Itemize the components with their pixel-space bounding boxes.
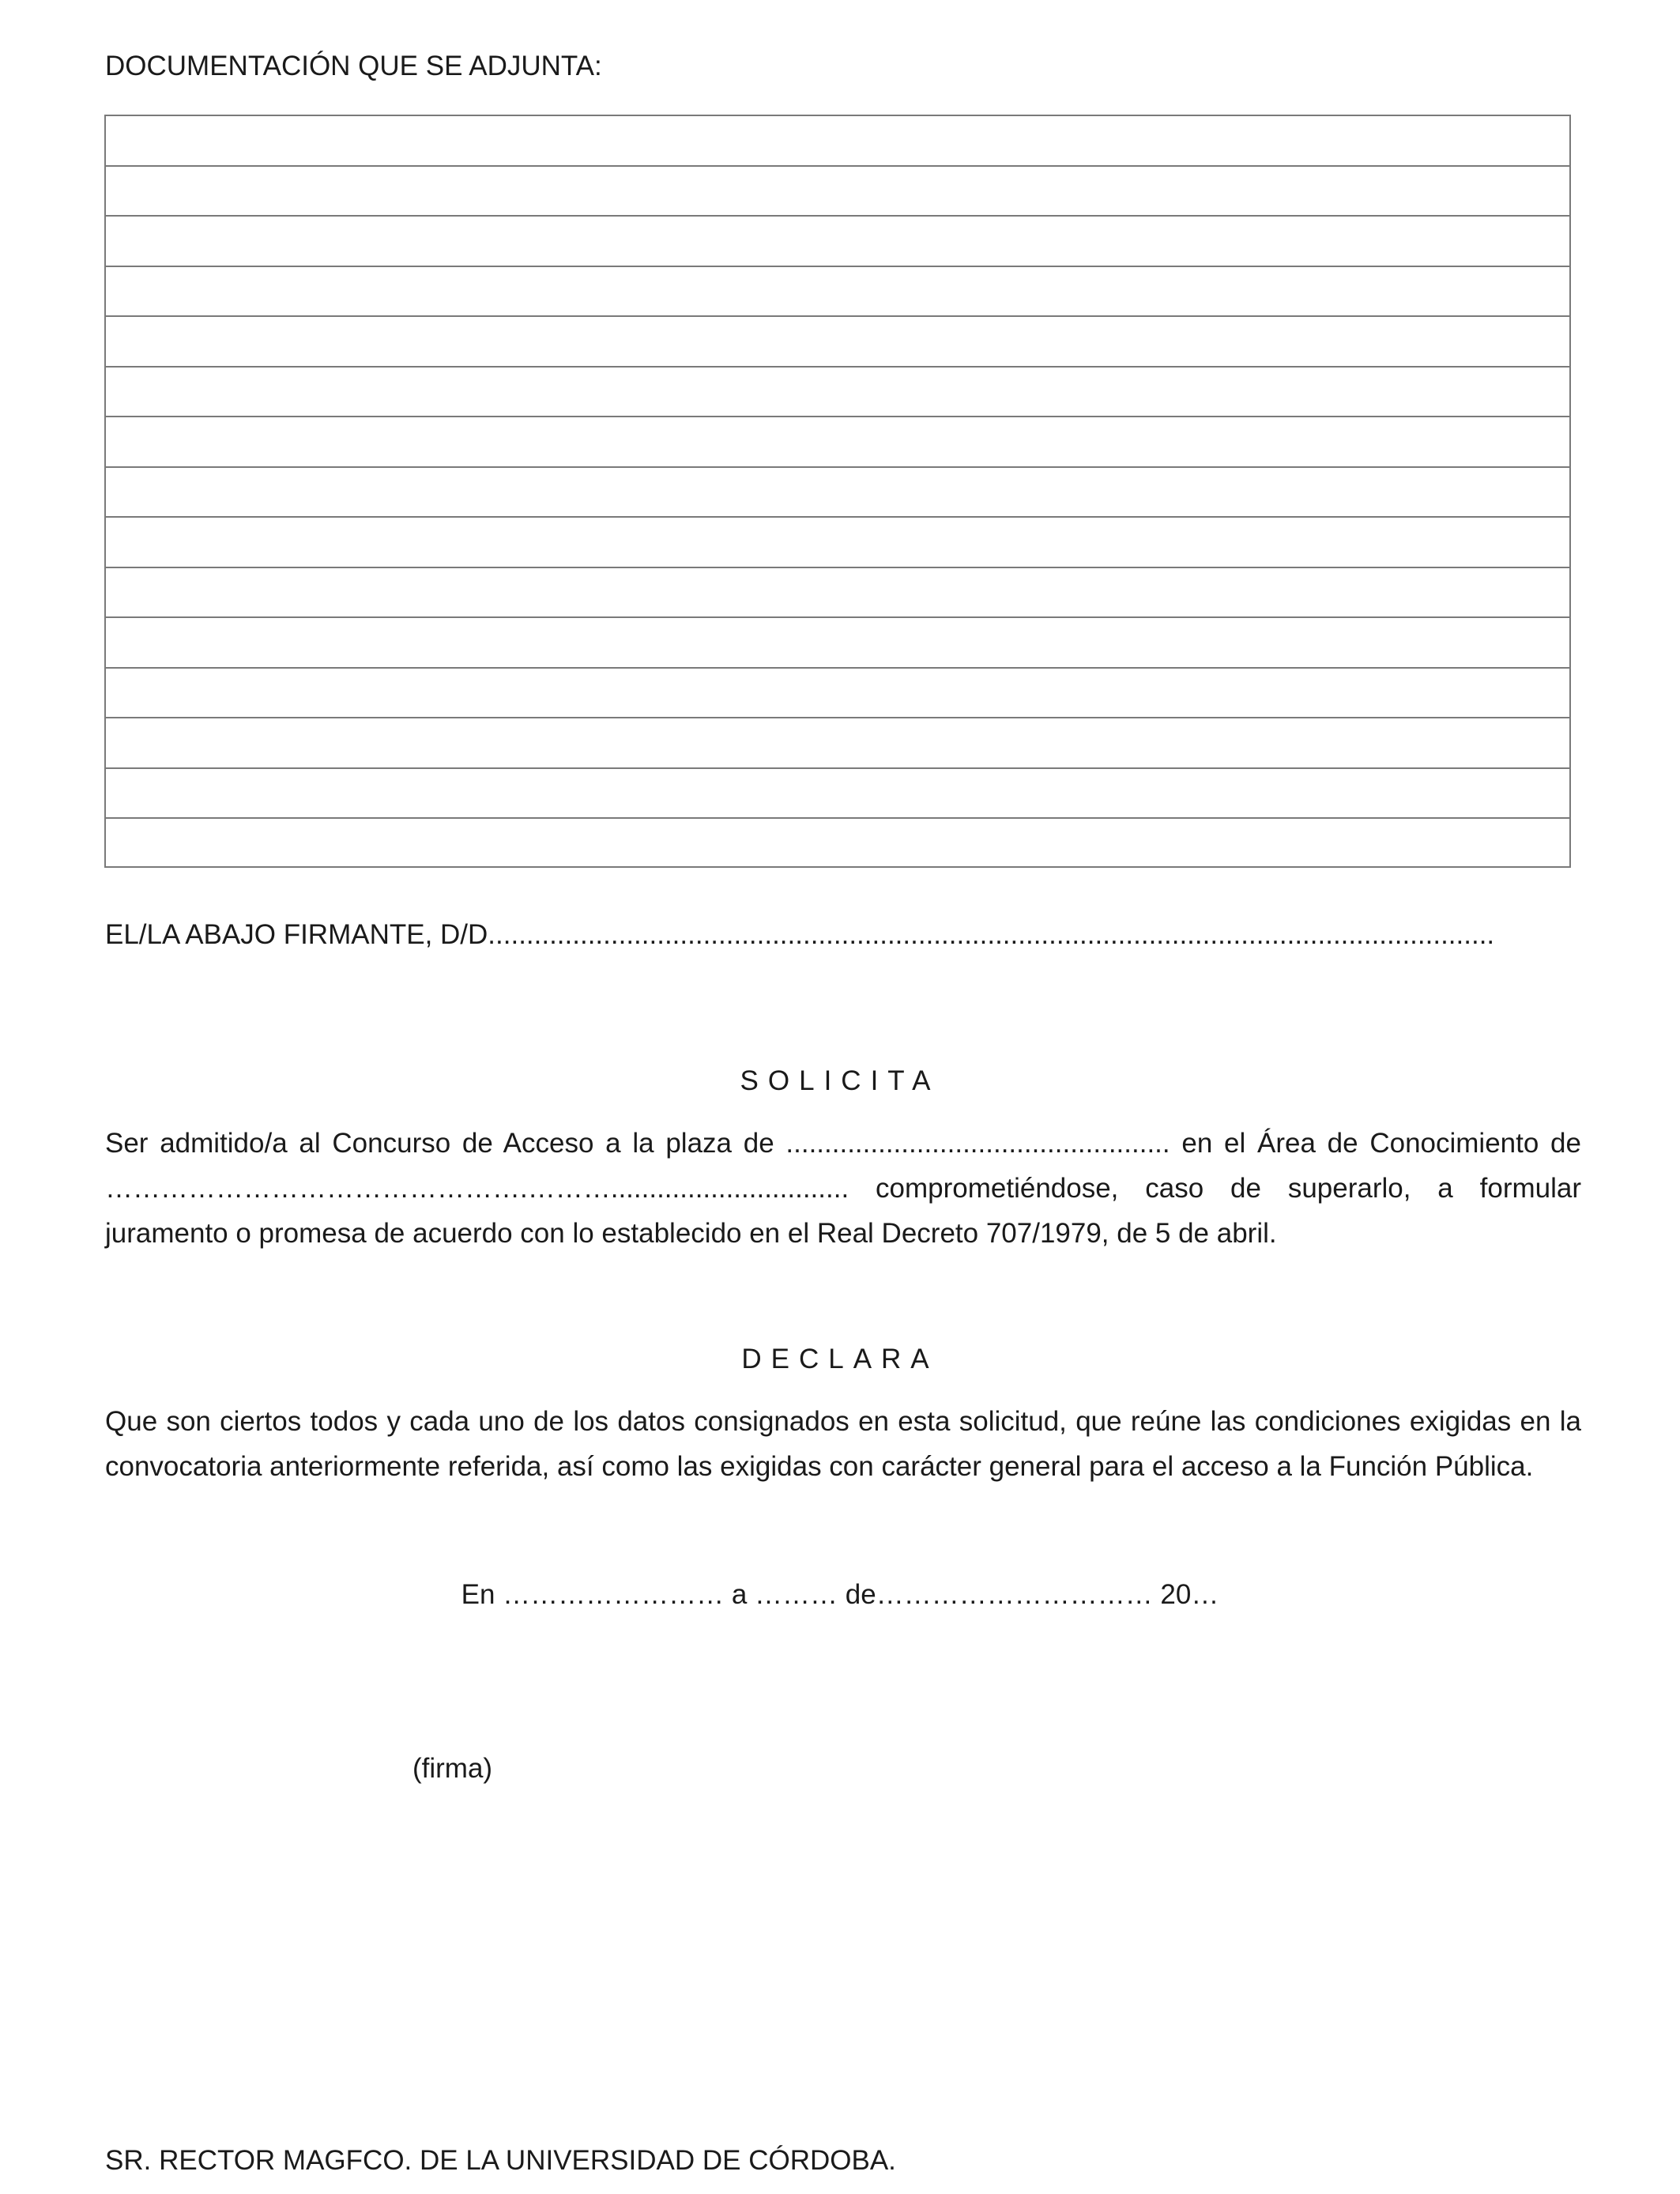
documentation-row[interactable] xyxy=(106,518,1569,568)
documentation-row[interactable] xyxy=(106,217,1569,267)
documentation-row[interactable] xyxy=(106,116,1569,167)
solicita-paragraph: Ser admitido/a al Concurso de Acceso a la plaza de .................................................. en el Área de Conocimiento de ……………………………………….………............................... comprometiéndose, caso de superarlo, a formular juramento o promesa de acuerdo con lo establecido en el Real Decreto 707/1979, de 5 de abril. xyxy=(105,1128,1581,1249)
documentation-row[interactable] xyxy=(106,819,1569,869)
documentation-row[interactable] xyxy=(106,317,1569,368)
recipient-line: SR. RECTOR MAGFCO. DE LA UNIVERSIDAD DE CÓRDOBA. xyxy=(105,2145,896,2176)
documentation-row[interactable] xyxy=(106,368,1569,418)
documentation-heading: DOCUMENTACIÓN QUE SE ADJUNTA: xyxy=(105,51,602,81)
date-place-line[interactable]: En …………………… a ……… de………………………… 20… xyxy=(461,1579,1219,1610)
documentation-row[interactable] xyxy=(106,669,1569,719)
solicita-title: SOLICITA xyxy=(740,1065,940,1096)
documentation-table xyxy=(104,115,1571,868)
signature-label: (firma) xyxy=(412,1753,493,1784)
documentation-row[interactable] xyxy=(106,417,1569,468)
declara-paragraph: Que son ciertos todos y cada uno de los datos consignados en esta solicitud, que reúne las condiciones exigidas en la convocatoria anteriormente referida, así como las exigidas con carácter general para el acceso a la Función Pública. xyxy=(105,1406,1581,1482)
documentation-row[interactable] xyxy=(106,568,1569,619)
documentation-row[interactable] xyxy=(106,769,1569,820)
declara-title: DECLARA xyxy=(741,1344,939,1374)
documentation-row[interactable] xyxy=(106,167,1569,217)
documentation-row[interactable] xyxy=(106,267,1569,318)
documentation-row[interactable] xyxy=(106,618,1569,669)
documentation-row[interactable] xyxy=(106,468,1569,518)
documentation-row[interactable] xyxy=(106,718,1569,769)
signatory-line[interactable]: EL/LA ABAJO FIRMANTE, D/D................................................................................................................................... xyxy=(105,919,1495,950)
